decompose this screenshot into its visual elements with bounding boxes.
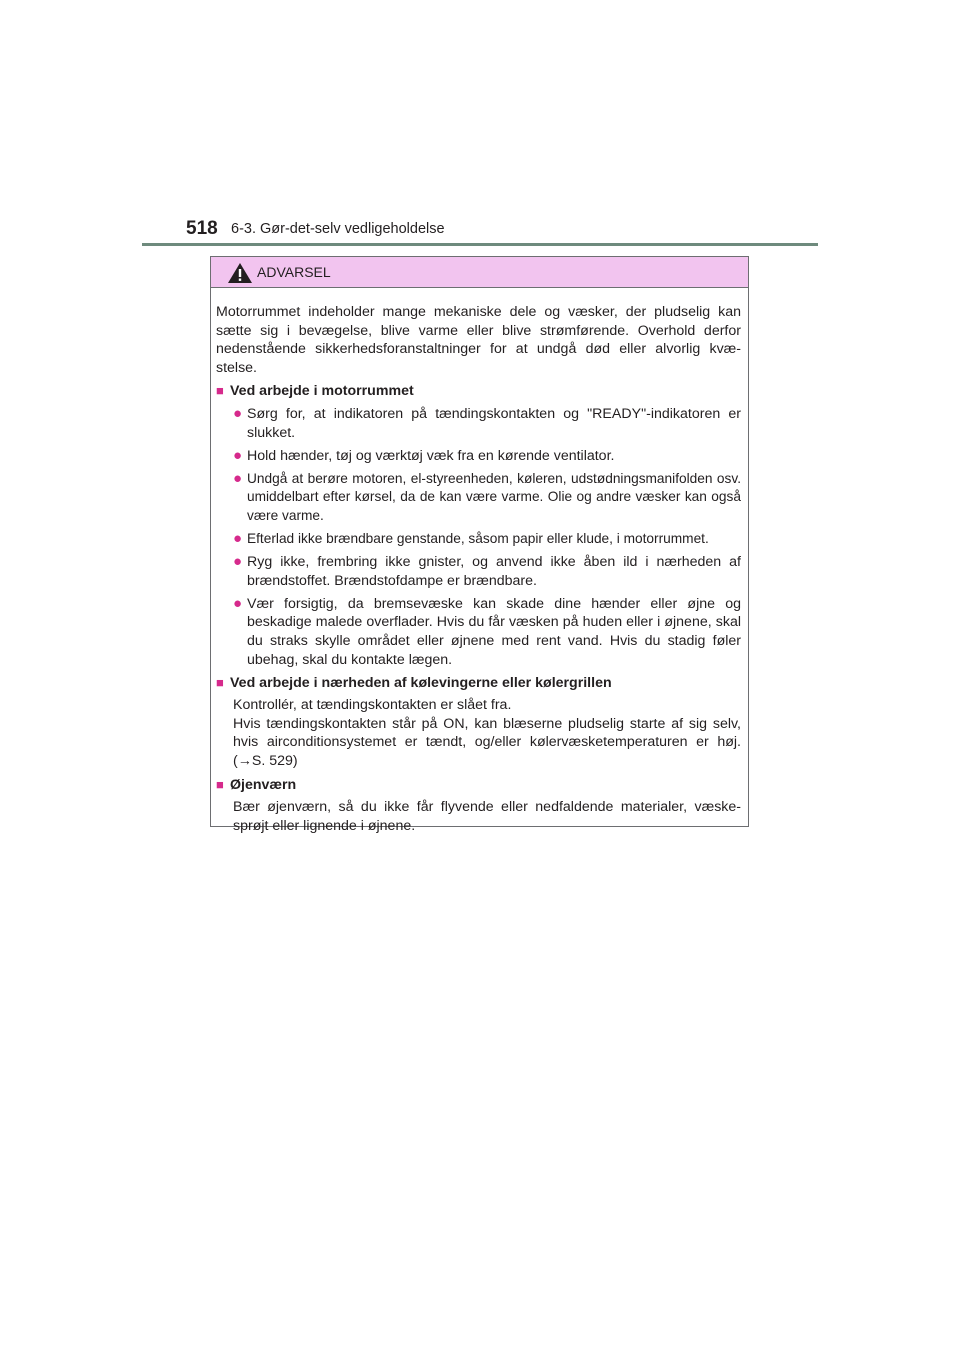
warning-title: ADVARSEL: [257, 264, 331, 280]
bullet-item: [233, 405, 741, 442]
page-number: 518: [186, 218, 218, 239]
warning-box: [210, 256, 749, 834]
round-bullet-icon: ●: [233, 594, 243, 612]
bullet-text: Efterlad ikke brændbare genstande, såsom papir eller klude, i motorrummet.: [247, 531, 709, 547]
section-paragraph: Kontrollér, at tændingskontakten er slået fra.: [233, 697, 512, 714]
square-bullet-icon: ■: [216, 674, 224, 690]
bullet-text: Hold hænder, tøj og værktøj væk fra en kørende ventilator.: [247, 447, 615, 464]
round-bullet-icon: ●: [233, 469, 243, 487]
bullet-item: [233, 470, 741, 526]
bullet-text: Vær forsigtig, da bremsevæske kan skade dine hænder eller øjne og beskadige malede overflader. Hvis du får væsken på huden eller i øjnene, skal du straks skylle området eller øjnene med rent vand. Hvis du stadig føler ubehag, skal du kontakte lægen.: [247, 595, 741, 668]
round-bullet-icon: ●: [233, 530, 243, 548]
round-bullet-icon: ●: [233, 553, 243, 571]
warning-intro: Motorrummet indeholder mange mekaniske dele og væsker, der pludselig kan sætte sig i bevægelse, blive varme eller blive strømførende. Overhold derfor nedenstående sikkerhedsforanstaltninger for at undgå død eller alvorlig kvæ- stelse.: [216, 304, 741, 376]
section-heading: [216, 776, 741, 795]
bullet-text: Ryg ikke, frembring ikke gnister, og anvend ikke åben ild i nærheden af brændstoffet. Brændstofdampe er brændbare.: [247, 554, 741, 589]
section-paragraph: Bær øjenværn, så du ikke får flyvende eller nedfaldende materialer, væske- sprøjt eller lignende i øjnene.: [233, 799, 741, 834]
section-paragraph: Hvis tændingskontakten står på ON, kan blæserne pludselig starte af sig selv, hvis airconditionsystemet er tændt, og/eller kølervæsketemperaturen er høj. (→S. 529): [233, 715, 741, 770]
bullet-item: [233, 447, 741, 466]
bullet-item: [233, 553, 741, 590]
section-heading: [216, 382, 741, 401]
section-heading-text: Ved arbejde i nærheden af kølevingerne eller kølergrillen: [230, 674, 612, 691]
bullet-text: Undgå at berøre motoren, el-styreenheden, køleren, udstødningsmanifolden osv. umiddelbart efter kørsel, da de kan være varme. Olie og andre væsker kan også være varme.: [247, 470, 741, 523]
header-rule: [142, 243, 818, 246]
bullet-list: [216, 405, 741, 669]
warning-body: [211, 288, 748, 835]
square-bullet-icon: ■: [216, 383, 224, 399]
round-bullet-icon: ●: [233, 446, 243, 464]
section-title: 6-3. Gør-det-selv vedligeholdelse: [231, 221, 445, 237]
section-heading-text: Øjenværn: [230, 776, 297, 793]
warning-triangle-icon: [227, 262, 253, 284]
section-heading: [216, 674, 741, 693]
square-bullet-icon: ■: [216, 776, 224, 792]
section-heading-text: Ved arbejde i motorrummet: [230, 383, 414, 400]
bullet-item: [233, 595, 741, 669]
warning-header: [211, 257, 748, 288]
bullet-text: Sørg for, at indikatoren på tændingskontakten og "READY"-indikatoren er slukket.: [247, 405, 741, 441]
bullet-item: [233, 530, 741, 549]
round-bullet-icon: ●: [233, 404, 243, 422]
